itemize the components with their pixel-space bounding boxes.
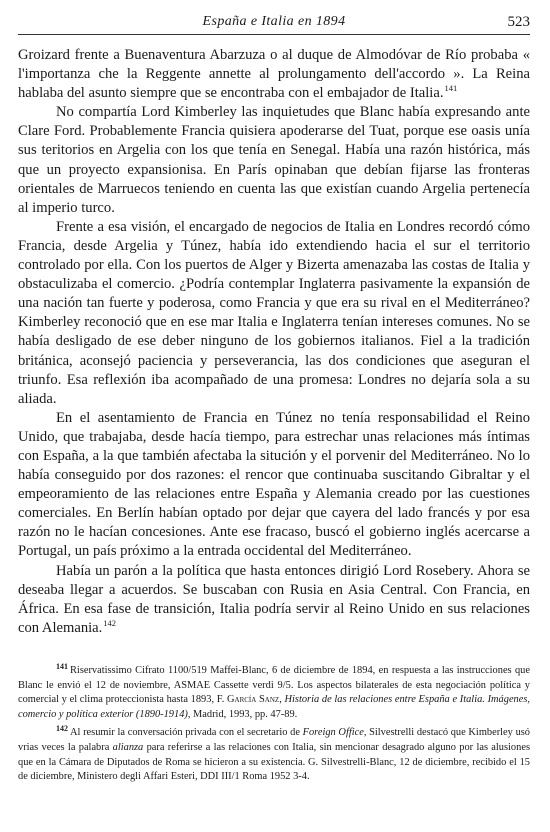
footnote-italic: Foreign Office <box>302 727 364 739</box>
footnotes <box>18 661 531 789</box>
footnote-author: F. García Sanz <box>216 694 280 706</box>
paragraph <box>18 46 530 103</box>
footnote-reference: 142 <box>103 617 117 628</box>
footnote-text: para referirse a las relaciones con Italia, sin mencionar desagrado alguno por las alusiones que en la Cámara de Diputados de Roma se hicieron a su existencia. G. Silvestrelli-Blanc, 12 de diciembre, recibido el 15 de diciembre, Ministero degli Affari Esteri, DDI III/1 Roma 1952 3-4. <box>18 741 530 783</box>
footnote-italic: alianza <box>112 741 144 753</box>
paragraph: No compartía Lord Kimberley las inquietudes que Blanc había expresando ante Clare Ford. Probablemente Francia quisiera apoderarse del Tuat, porque ese oasis unía sus teritorios en Argelia con los que tenía en Senegal. Había una razón histórica, más que un proyecto expansionisa. En París opinaban que debían fijarse las fronteras orientales de Marruecos teniendo en cuenta las que existían cuando Argelia pertenecía al imperio turco. <box>18 104 530 216</box>
body-text <box>18 46 530 638</box>
paragraph-text: Groizard frente a Buenaventura Abarzuza o al duque de Almodóvar de Río probaba « l'importanza che la Reggente annette al prolungamento dell'accordo ». La Reina hablaba del asunto siempre que se encontraba con el embajador de Italia. <box>18 47 530 102</box>
footnote-mark: 142 <box>56 723 68 733</box>
footnote-text: , Silvestrelli destacó que Kimberley usó vrias veces la palabra <box>18 727 531 753</box>
running-header <box>18 14 530 35</box>
footnote-separator: , <box>279 694 285 706</box>
footnote-book-title: Historia de las relaciones entre España e Italia. Imágenes, comercio y política exterior (1890-1914) <box>18 694 531 720</box>
running-title: España e Italia en 1894 <box>202 14 346 29</box>
footnote-reference: 141 <box>444 83 458 94</box>
footnote-text: Al resumir la conversación privada con el secretario de <box>70 727 303 739</box>
paragraph: Frente a esa visión, el encargado de negocios de Italia en Londres recordó cómo Francia, desde Argelia y Túnez, había ido extendiendo hacia el sur el territorio controlado por ella. Con los puertos de Alger y Bizerta amenazaba las costas de Italia y obstaculizaba el comercio. ¿Podría contemplar Inglaterra pasivamente la expansión de una nación tan fuerte y poderosa, como Francia y que era su rival en el Mediterráneo? Kimberley reconoció que en ese mar Italia e Inglaterra tenían intereses comunes. No se había desligado de ese deber ninguno de los gobiernos italianos. Fiel a la tradición británica, aconsejó paciencia y perseverancia, las dos condiciones que aseguran el triunfo. Esa reflexión iba acompañado de una promesa: Londres no dejaría sola a su aliada. <box>18 218 530 407</box>
footnote <box>18 661 531 722</box>
footnote-mark: 141 <box>56 661 68 671</box>
footnote-text: , Madrid, 1993, pp. 47-89. <box>187 708 298 720</box>
footnote-text: Riservatissimo Cifrato 1100/519 Maffei-Blanc, 6 de diciembre de 1894, en respuesta a las instrucciones que Blanc le envió el 12 de noviembre, ASMAE Cassette verdi 9/5. Los aspectos bilaterales de esta negociación política y comercial y el clima proteccionista hasta 1893, <box>18 665 530 706</box>
paragraph: En el asentamiento de Francia en Túnez no tenía responsabilidad el Reino Unido, que trabajaba, desde hacía tiempo, para estrechar unas relaciones más íntimas con España, a la que también afectaba la situción y el porvenir del Mediterráneo. No lo había conseguido por dos razones: el rencor que continuaba suscitando Gibraltar y el empeoramiento de las relaciones entre España y Alemania creado por las cuestiones comerciales. En Berlín habían optado por dejar que cayera del lado francés y por esa razón no le hacían concesiones. Ante ese fracaso, buscó el gobierno inglés acercarse a Portugal, un país próximo a la entrada occidental del Mediterráneo. <box>18 409 530 560</box>
paragraph <box>18 562 530 638</box>
footnote <box>18 723 531 784</box>
page-number: 523 <box>507 14 530 30</box>
paragraph-text: Había un parón a la política que hasta entonces dirigió Lord Rosebery. Ahora se deseaba llegar a acuerdos. Se buscaban con Rusia en Asia Central. Con Francia, en África. En esa fase de transición, Italia podría servir al Reino Unido en sus relaciones con Alemania. <box>18 562 530 636</box>
